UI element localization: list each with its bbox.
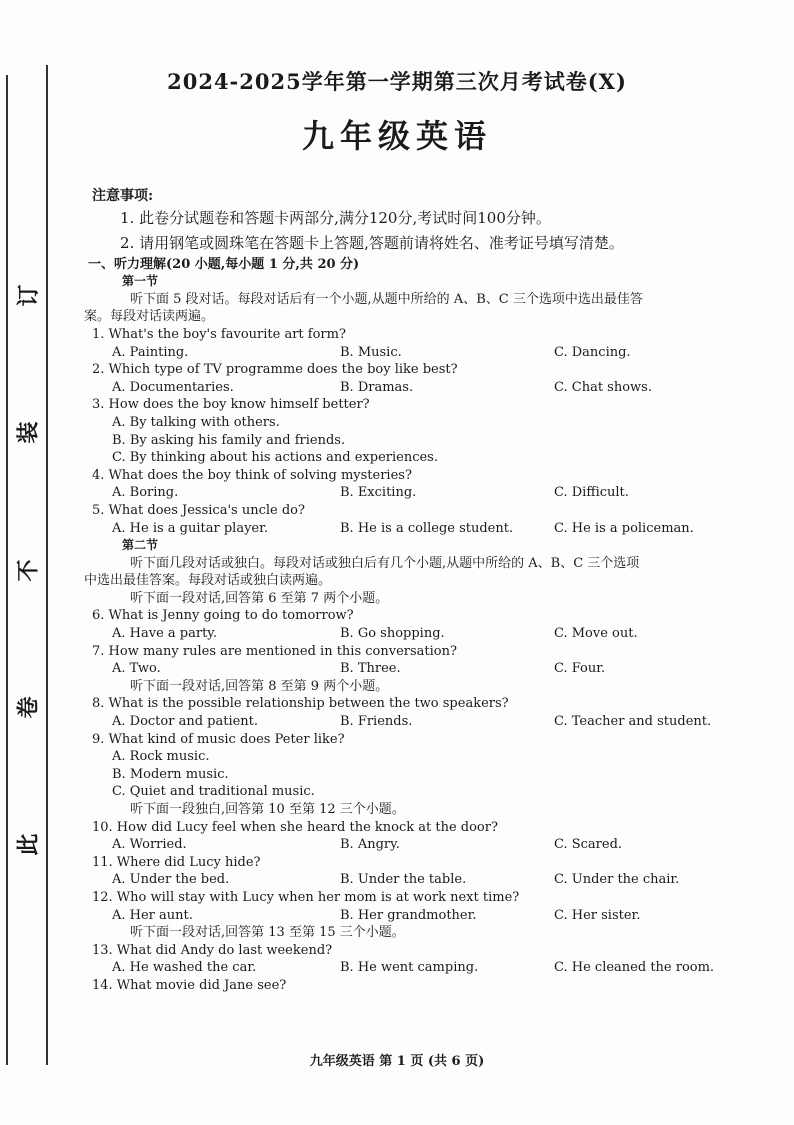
part-instruction: 中选出最佳答案。每段对话或独白读两遍。: [84, 573, 332, 589]
listening-cue: 听下面一段独白,回答第 10 至第 12 三个小题。: [130, 802, 405, 817]
question-options: [92, 520, 782, 538]
listening-cue: 听下面一段对话,回答第 6 至第 7 两个小题。: [130, 590, 389, 606]
option-a: A. He washed the car.: [112, 960, 257, 976]
binding-char: 此: [15, 833, 42, 856]
question-stem: 5. What does Jessica's uncle do?: [92, 502, 305, 518]
binding-line-inner: [46, 65, 48, 1065]
option-a: A. Boring.: [112, 485, 179, 501]
question-stem: 7. How many rules are mentioned in this conversation?: [92, 643, 457, 659]
notice-item: 2. 请用钢笔或圆珠笔在答题卡上答题,答题前请将姓名、准考证号填写清楚。: [120, 233, 624, 252]
option-b: B. Under the table.: [340, 872, 467, 888]
question-stem: 10. How did Lucy feel when she heard the knock at the door?: [92, 819, 498, 835]
question-stem: 13. What did Andy do last weekend?: [92, 942, 333, 958]
question-stem: 1. What's the boy's favourite art form?: [92, 326, 346, 342]
part-label: 第二节: [122, 538, 159, 553]
option-c: C. Four.: [554, 661, 606, 677]
question-options: [92, 836, 782, 854]
exam-subject-title: 九年级英语: [301, 117, 492, 155]
option-c: C. By thinking about his actions and experiences.: [112, 450, 438, 466]
question-options: [92, 959, 782, 977]
option-a: A. Rock music.: [112, 749, 210, 765]
exam-title: 2024-2025学年第一学期第三次月考试卷(X): [167, 69, 627, 94]
option-c: C. Quiet and traditional music.: [112, 784, 315, 800]
part-label: 第一节: [122, 274, 159, 289]
question-options: [92, 660, 782, 678]
part-instruction: 听下面 5 段对话。每段对话后有一个小题,从题中所给的 A、B、C 三个选项中选出最佳答: [130, 291, 643, 307]
question-stem: 14. What movie did Jane see?: [92, 977, 287, 993]
question-options: [92, 871, 782, 889]
option-c: C. Difficult.: [554, 485, 629, 501]
part-instruction: 案。每段对话读两遍。: [84, 309, 215, 325]
question-options: [92, 713, 782, 731]
binding-line-outer: [6, 75, 8, 1065]
option-c: C. Her sister.: [554, 907, 641, 923]
option-b: B. Modern music.: [112, 766, 229, 782]
option-b: B. Her grandmother.: [340, 907, 477, 923]
question-stem: 11. Where did Lucy hide?: [92, 854, 261, 870]
option-c: C. He cleaned the room.: [554, 960, 715, 976]
option-c: C. Under the chair.: [554, 872, 680, 888]
listening-cue: 听下面一段对话,回答第 13 至第 15 三个小题。: [130, 925, 405, 941]
option-a: A. Worried.: [112, 837, 187, 853]
notice-heading: 注意事项:: [92, 188, 154, 204]
binding-char: 装: [15, 421, 42, 444]
option-a: A. Painting.: [112, 344, 189, 360]
option-a: A. Her aunt.: [112, 907, 193, 923]
option-c: C. Chat shows.: [554, 379, 652, 395]
question-stem: 3. How does the boy know himself better?: [92, 397, 370, 413]
question-stem: 8. What is the possible relationship between the two speakers?: [92, 696, 509, 712]
listening-cue: 听下面一段对话,回答第 8 至第 9 两个小题。: [130, 678, 389, 694]
option-b: B. He went camping.: [340, 960, 479, 976]
option-c: C. He is a policeman.: [554, 520, 694, 536]
option-b: B. Dramas.: [340, 379, 414, 395]
option-b: B. By asking his family and friends.: [112, 432, 346, 448]
option-a: A. By talking with others.: [112, 414, 280, 430]
option-a: A. Documentaries.: [112, 379, 234, 395]
option-c: C. Scared.: [554, 837, 623, 853]
option-a: A. Two.: [112, 661, 161, 677]
question-stem: 2. Which type of TV programme does the boy like best?: [92, 362, 458, 378]
question-options: [92, 625, 782, 643]
option-a: A. Have a party.: [112, 626, 218, 642]
option-a: A. Under the bed.: [112, 872, 230, 888]
option-c: C. Move out.: [554, 626, 638, 642]
binding-char: 订: [15, 284, 42, 307]
question-options: [92, 379, 782, 397]
option-b: B. Exciting.: [340, 485, 417, 501]
page-footer: 九年级英语 第 1 页 (共 6 页): [309, 1054, 485, 1069]
question-stem: 12. Who will stay with Lucy when her mom is at work next time?: [92, 889, 520, 905]
section-heading: 一、听力理解(20 小题,每小题 1 分,共 20 分): [88, 256, 360, 272]
option-a: A. Doctor and patient.: [112, 714, 259, 730]
binding-char: 不: [15, 558, 42, 582]
option-c: C. Teacher and student.: [554, 714, 712, 730]
question-stem: 4. What does the boy think of solving mysteries?: [92, 467, 412, 483]
option-b: B. Music.: [340, 344, 402, 360]
question-options: [92, 344, 782, 362]
option-a: A. He is a guitar player.: [112, 520, 269, 536]
question-options: [92, 907, 782, 925]
part-instruction: 听下面几段对话或独白。每段对话或独白后有几个小题,从题中所给的 A、B、C 三个选项: [130, 555, 640, 571]
option-b: B. Angry.: [340, 837, 400, 853]
exam-content: [84, 188, 782, 995]
option-b: B. Friends.: [340, 714, 413, 730]
question-options: [92, 484, 782, 502]
question-stem: 6. What is Jenny going to do tomorrow?: [92, 608, 354, 624]
option-b: B. Go shopping.: [340, 626, 445, 642]
binding-margin-text: [10, 280, 44, 860]
question-stem: 9. What kind of music does Peter like?: [92, 731, 345, 747]
option-b: B. Three.: [340, 661, 401, 677]
binding-char: 卷: [15, 696, 42, 719]
notice-item: 1. 此卷分试题卷和答题卡两部分,满分120分,考试时间100分钟。: [120, 208, 551, 227]
option-c: C. Dancing.: [554, 344, 631, 360]
option-b: B. He is a college student.: [340, 520, 514, 536]
